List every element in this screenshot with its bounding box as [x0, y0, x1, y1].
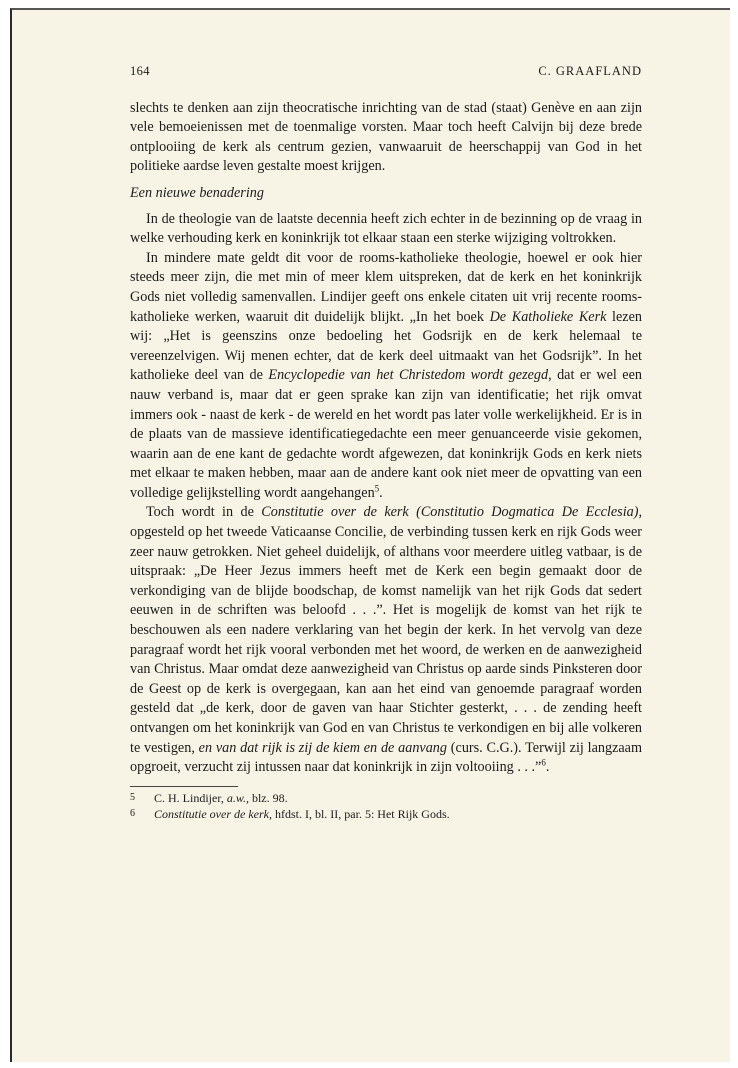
section-heading: Een nieuwe benadering — [130, 184, 264, 201]
footnote-6 — [130, 806, 642, 822]
paragraph-1: slechts te denken aan zijn theocratische inrichting van de stad (staat) Genève en aan zijn vele bemoeienissen met de toenmalige vorsten. Maar toch heeft Calvijn bij deze brede ontplooiing de kerk als centrum gezien, vanwaaruit de heerschappij van God in het politieke aardse leven gestalte moest krijgen. — [130, 99, 642, 175]
page-number: 164 — [130, 64, 150, 78]
footnote-divider — [130, 786, 238, 787]
footnote-italic: Constitutie over de kerk, — [154, 806, 272, 821]
footnote-text — [154, 790, 288, 806]
p3-text-c: lezen wij: „Het is geenszins onze bedoeling het Godsrijk en de kerk helemaal te vereenzelvigen. Wij menen echter, dat de kerk deel uitmaakt van het Godsrijk”. In het katholieke deel van de — [130, 308, 642, 384]
footnote-text-a: C. H. Lindijer, — [154, 790, 227, 805]
p4-text-a: Toch wordt in de — [146, 504, 262, 521]
footnote-text-c: blz. 98. — [248, 790, 288, 805]
paragraph-3 — [130, 249, 642, 504]
footnote-number: 5 — [130, 791, 135, 803]
document-page — [130, 62, 642, 822]
p4-text-f: . — [545, 759, 550, 776]
footnote-text-c: hfdst. I, bl. II, par. 5: Het Rijk Gods. — [271, 806, 450, 821]
footnote-5 — [130, 790, 642, 806]
footnote-text — [154, 806, 450, 822]
footnote-ref-5: 5 — [374, 483, 380, 494]
p3-title-encyclopedie: Encyclopedie van het Christedom wordt gezegd, — [268, 367, 552, 384]
p4-text-e: (curs. C.G.). Terwijl zij langzaam opgroeit, verzucht zij intussen naar dat koninkrijk in zijn voltooiing . . .” — [130, 739, 642, 776]
p3-text-e: dat er wel een nauw verband is, maar dat er geen sprake kan zijn van identificatie; het rijk omvat immers ook - naast de kerk - de wereld en het wordt pas later volle werkelijkheid. Er is in de plaats van de massieve identificatiegedachte een meer genuanceerde visie gekomen, waarin aan de ene kant de gedachte wordt afgewezen, dat koninkrijk Gods en kerk niets met elkaar te maken hebben, maar aan de andere kant ook niet meer de opvatting van een volledige gelijkstelling wordt aangehangen — [130, 367, 642, 501]
p4-italic-kiem: en van dat rijk is zij de kiem en de aanvang — [198, 739, 447, 756]
p3-text-a: In mindere mate geldt dit voor de rooms-katholieke theologie, hoewel er ook hier steeds meer zijn, die met min of meer klem uitspreken, dat de kerk en het koninkrijk Gods niet volledig samenvallen. Lindijer geeft ons enkele citaten uit vrij recente rooms-katholieke werken, waaruit dit duidelijk blijkt. „In het boek — [130, 249, 642, 325]
paragraph-2: In de theologie van de laatste decennia heeft zich echter in de bezinning op de vraag in welke verhouding kerk en koninkrijk tot elkaar staan een sterke wijziging voltrokken. — [130, 210, 642, 247]
p3-text-f: . — [379, 484, 383, 501]
running-header — [130, 62, 642, 82]
paragraph-4 — [130, 503, 642, 777]
running-author: C. GRAAFLAND — [538, 64, 642, 78]
p4-title-constitutie: Constitutie over de kerk (Constitutio Dogmatica De Ecclesia), — [261, 504, 643, 521]
p3-title-katholieke-kerk: De Katholieke Kerk — [489, 308, 607, 325]
footnote-italic: a.w., — [226, 790, 249, 805]
footnote-number: 6 — [130, 807, 135, 819]
footnote-ref-6: 6 — [541, 757, 546, 768]
p4-text-c: opgesteld op het tweede Vaticaanse Concilie, de verbinding tussen kerk en rijk Gods weer zeer nauw getrokken. Niet geheel duidelijk, of althans voor meerdere uitleg vatbaar, is de uitspraak: „De Heer Jezus immers heeft met de Kerk een begin gemaakt door de verkondiging van de blijde boodschap, de komst namelijk van het rijk Gods dat sedert eeuwen in de schriften was beloofd . . .”. Het is mogelijk de komst van het rijk te beschouwen als een nadere verklaring van het begin der kerk. In het vervolg van deze paragraaf wordt het rijk vooral verbonden met het woord, de werken en de aanwezigheid van Christus. Maar omdat deze aanwezigheid van Christus op aarde sinds Pinksteren door de Geest op de kerk is overgegaan, kan aan het eind van genoemde paragraaf worden gesteld dat „de kerk, door de gaven van haar Stichter gesterkt, . . . de zending heeft ontvangen om het koninkrijk van God en van Christus te verkondigen en bij alle volkeren te vestigen, — [130, 524, 642, 756]
